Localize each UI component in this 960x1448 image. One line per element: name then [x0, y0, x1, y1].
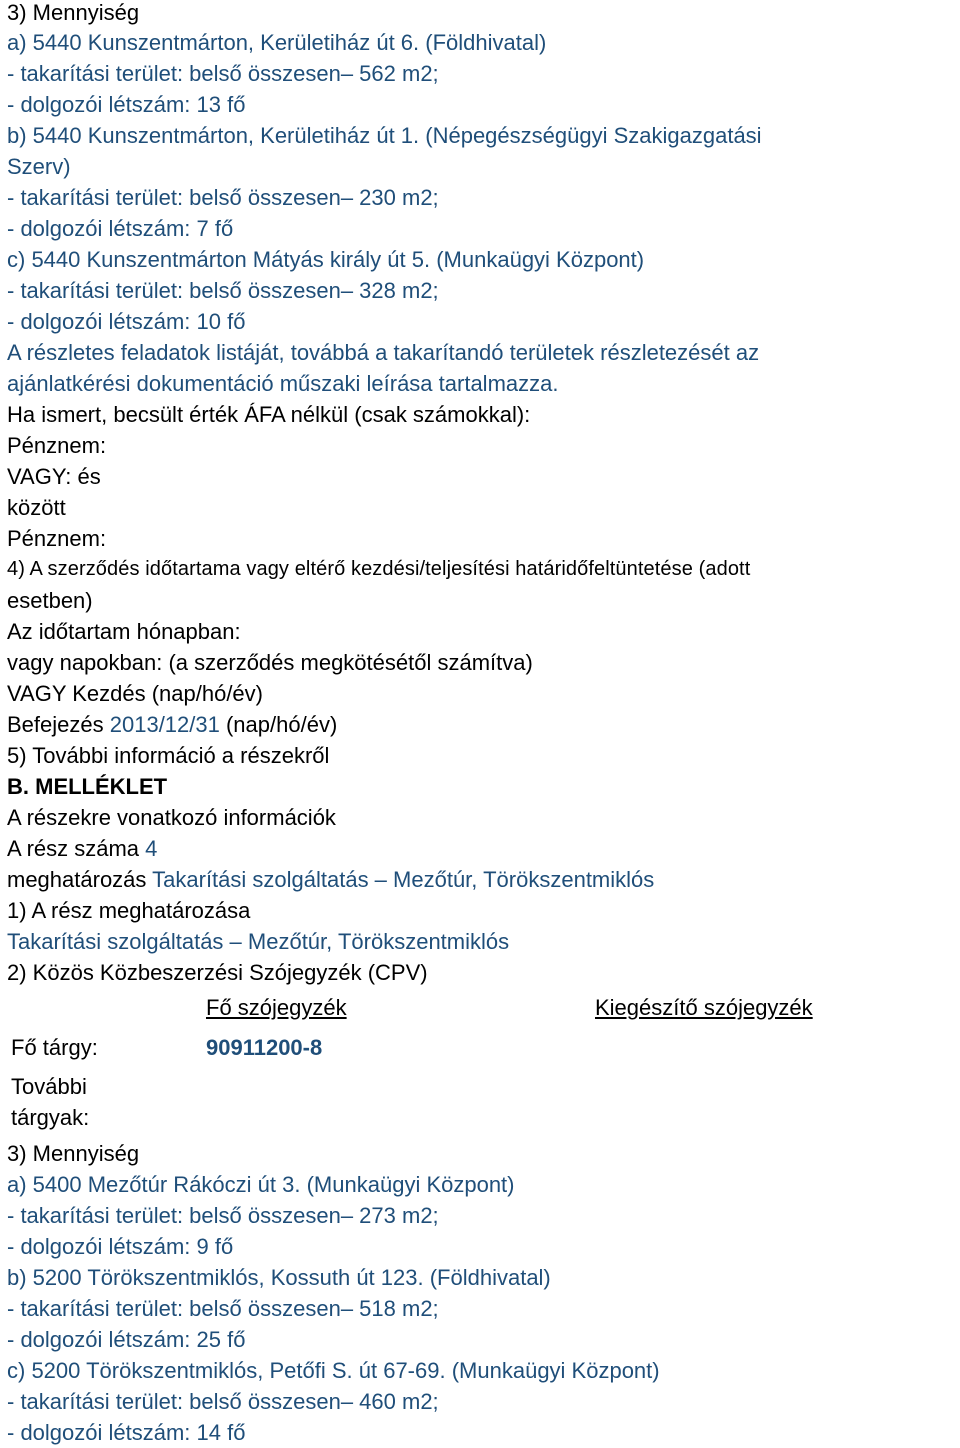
duration-heading-cont: esetben): [7, 588, 93, 613]
days-label: vagy napokban: (a szerződés megkötésétől számítva): [7, 650, 533, 675]
part-number-label: A rész száma: [7, 836, 140, 861]
address-line: [7, 1355, 660, 1386]
staff-line: - dolgozói létszám: 10 fő: [7, 309, 246, 334]
months-label: Az időtartam hónapban:: [7, 619, 241, 644]
staff-line: - dolgozói létszám: 13 fő: [7, 92, 246, 117]
more-info-heading: 5) További információ a részekről: [7, 743, 330, 768]
quantity-heading: 3) Mennyiség: [7, 1141, 140, 1166]
area-line: - takarítási terület: belső összesen– 273 m2;: [7, 1203, 439, 1228]
definition-value: Takarítási szolgáltatás – Mezőtúr, Törökszentmiklós: [152, 867, 655, 892]
area-line: - takarítási terület: belső összesen– 230 m2;: [7, 185, 439, 210]
area-line: - takarítási terület: belső összesen– 328 m2;: [7, 278, 439, 303]
area-line: - takarítási terület: belső összesen– 562 m2;: [7, 61, 439, 86]
end-format: (nap/hó/év): [225, 712, 338, 737]
main-subject-label: Fő tárgy:: [11, 1035, 98, 1060]
or-and-label: VAGY: és: [7, 464, 101, 489]
org-text: (Munkaügyi Központ): [436, 247, 645, 272]
currency-label: Pénznem:: [7, 433, 107, 458]
currency-label: Pénznem:: [7, 526, 107, 551]
address-text: a) 5440 Kunszentmárton, Kerületiház út 6.: [7, 30, 420, 55]
annex-subtitle: A részekre vonatkozó információk: [7, 805, 336, 830]
address-line: [7, 244, 644, 275]
part-def-value: Takarítási szolgáltatás – Mezőtúr, Törökszentmiklós: [7, 929, 510, 954]
main-subject-code: 90911200-8: [206, 1035, 323, 1060]
address-text: b) 5440 Kunszentmárton, Kerületiház út 1.: [7, 123, 420, 148]
note-line: ajánlatkérési dokumentáció műszaki leírása tartalmazza.: [7, 371, 559, 396]
cpv-supplementary-column-header: Kiegészítő szójegyzék: [595, 995, 813, 1020]
other-subjects-label: További: [11, 1074, 87, 1099]
org-text: (Népegészségügyi Szakigazgatási: [425, 123, 762, 148]
address-line: [7, 1262, 551, 1293]
definition-line: [7, 864, 654, 895]
end-line: [7, 709, 337, 740]
area-line: - takarítási terület: belső összesen– 518 m2;: [7, 1296, 439, 1321]
area-line: - takarítási terület: belső összesen– 460 m2;: [7, 1389, 439, 1414]
definition-label: meghatározás: [7, 867, 147, 892]
staff-line: - dolgozói létszám: 7 fő: [7, 216, 234, 241]
address-line: [7, 1169, 515, 1200]
staff-line: - dolgozói létszám: 25 fő: [7, 1327, 246, 1352]
duration-heading: 4) A szerződés időtartama vagy eltérő kezdési/teljesítési határidőfeltüntetése (adott: [7, 558, 751, 580]
annex-title: B. MELLÉKLET: [7, 774, 168, 799]
part-number-line: [7, 833, 157, 864]
start-label: VAGY Kezdés (nap/hó/év): [7, 681, 263, 706]
org-text: (Munkaügyi Központ): [306, 1172, 515, 1197]
cpv-main-column-header: Fő szójegyzék: [206, 995, 347, 1020]
address-text: a) 5400 Mezőtúr Rákóczi út 3.: [7, 1172, 301, 1197]
end-label: Befejezés: [7, 712, 104, 737]
org-continuation: Szerv): [7, 154, 71, 179]
address-line: [7, 27, 546, 58]
part-number-value: 4: [145, 836, 158, 861]
other-subjects-label-cont: tárgyak:: [11, 1105, 90, 1130]
cpv-heading: 2) Közös Közbeszerzési Szójegyzék (CPV): [7, 960, 428, 985]
quantity-heading: 3) Mennyiség: [7, 0, 140, 25]
org-text: (Munkaügyi Központ): [451, 1358, 660, 1383]
org-text: (Földhivatal): [425, 30, 547, 55]
note-line: A részletes feladatok listáját, továbbá a takarítandó területek részletezését az: [7, 340, 760, 365]
org-text: (Földhivatal): [429, 1265, 551, 1290]
address-line: [7, 120, 762, 151]
address-text: c) 5200 Törökszentmiklós, Petőfi S. út 67-69.: [7, 1358, 446, 1383]
address-text: b) 5200 Törökszentmiklós, Kossuth út 123.: [7, 1265, 424, 1290]
estimate-label: Ha ismert, becsült érték ÁFA nélkül (csak számokkal):: [7, 402, 531, 427]
address-text: c) 5440 Kunszentmárton Mátyás király út 5.: [7, 247, 431, 272]
staff-line: - dolgozói létszám: 14 fő: [7, 1420, 246, 1445]
staff-line: - dolgozói létszám: 9 fő: [7, 1234, 234, 1259]
part-def-heading: 1) A rész meghatározása: [7, 898, 251, 923]
between-label: között: [7, 495, 66, 520]
end-date-value: 2013/12/31: [109, 712, 220, 737]
